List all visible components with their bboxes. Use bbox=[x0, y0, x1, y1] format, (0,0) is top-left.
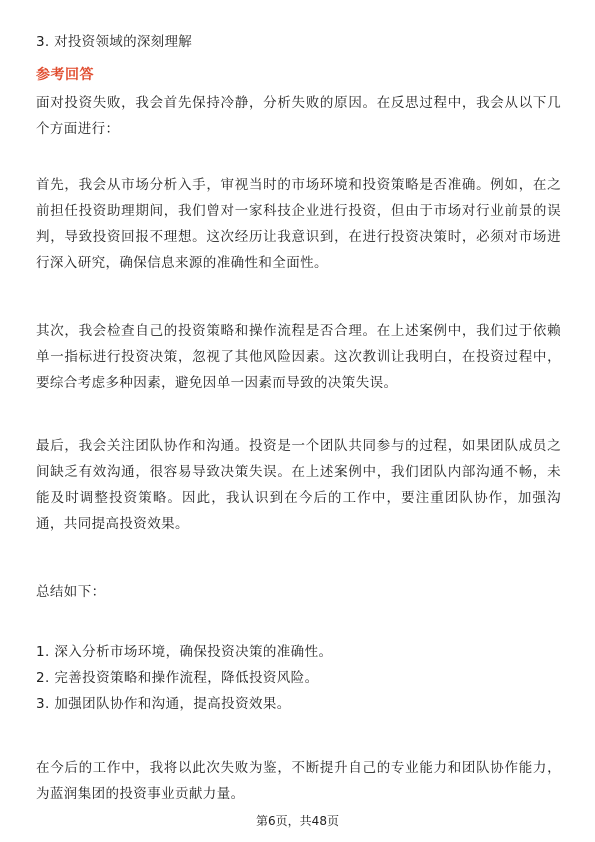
paragraph-last: 最后，我会关注团队协作和沟通。投资是一个团队共同参与的过程，如果团队成员之间缺乏有效沟通，很容易导致决策失误。在上述案例中，我们团队内部沟通不畅，未能及时调整投资策略。因此，我认识到在今后的工作中，要注重团队协作，加强沟通，共同提高投资效果。 bbox=[36, 438, 561, 532]
paragraph-intro: 面对投资失败，我会首先保持冷静，分析失败的原因。在反思过程中，我会从以下几个方面进行： bbox=[36, 95, 561, 137]
reference-answer-label: 参考回答 bbox=[36, 67, 94, 83]
summary-item: 2. 完善投资策略和操作流程，降低投资风险。 bbox=[36, 670, 319, 686]
section-heading: 3. 对投资领域的深刻理解 bbox=[36, 34, 193, 50]
summary-list bbox=[36, 639, 561, 717]
page-number-footer: 第6页，共48页 bbox=[256, 814, 339, 828]
paragraph-closing: 在今后的工作中，我将以此次失败为鉴，不断提升自己的专业能力和团队协作能力，为蓝润集团的投资事业贡献力量。 bbox=[36, 760, 561, 802]
paragraph-first: 首先，我会从市场分析入手，审视当时的市场环境和投资策略是否准确。例如，在之前担任投资助理期间，我们曾对一家科技企业进行投资，但由于市场对行业前景的误判，导致投资回报不理想。这次经历让我意识到，在进行投资决策时，必须对市场进行深入研究，确保信息来源的准确性和全面性。 bbox=[36, 177, 561, 271]
paragraph-second: 其次，我会检查自己的投资策略和操作流程是否合理。在上述案例中，我们过于依赖单一指标进行投资决策，忽视了其他风险因素。这次教训让我明白，在投资过程中，要综合考虑多种因素，避免因单一因素而导致的决策失误。 bbox=[36, 323, 561, 391]
paragraph-summary-intro: 总结如下： bbox=[36, 584, 106, 600]
summary-item: 3. 加强团队协作和沟通，提高投资效果。 bbox=[36, 696, 291, 712]
summary-item: 1. 深入分析市场环境，确保投资决策的准确性。 bbox=[36, 644, 333, 660]
